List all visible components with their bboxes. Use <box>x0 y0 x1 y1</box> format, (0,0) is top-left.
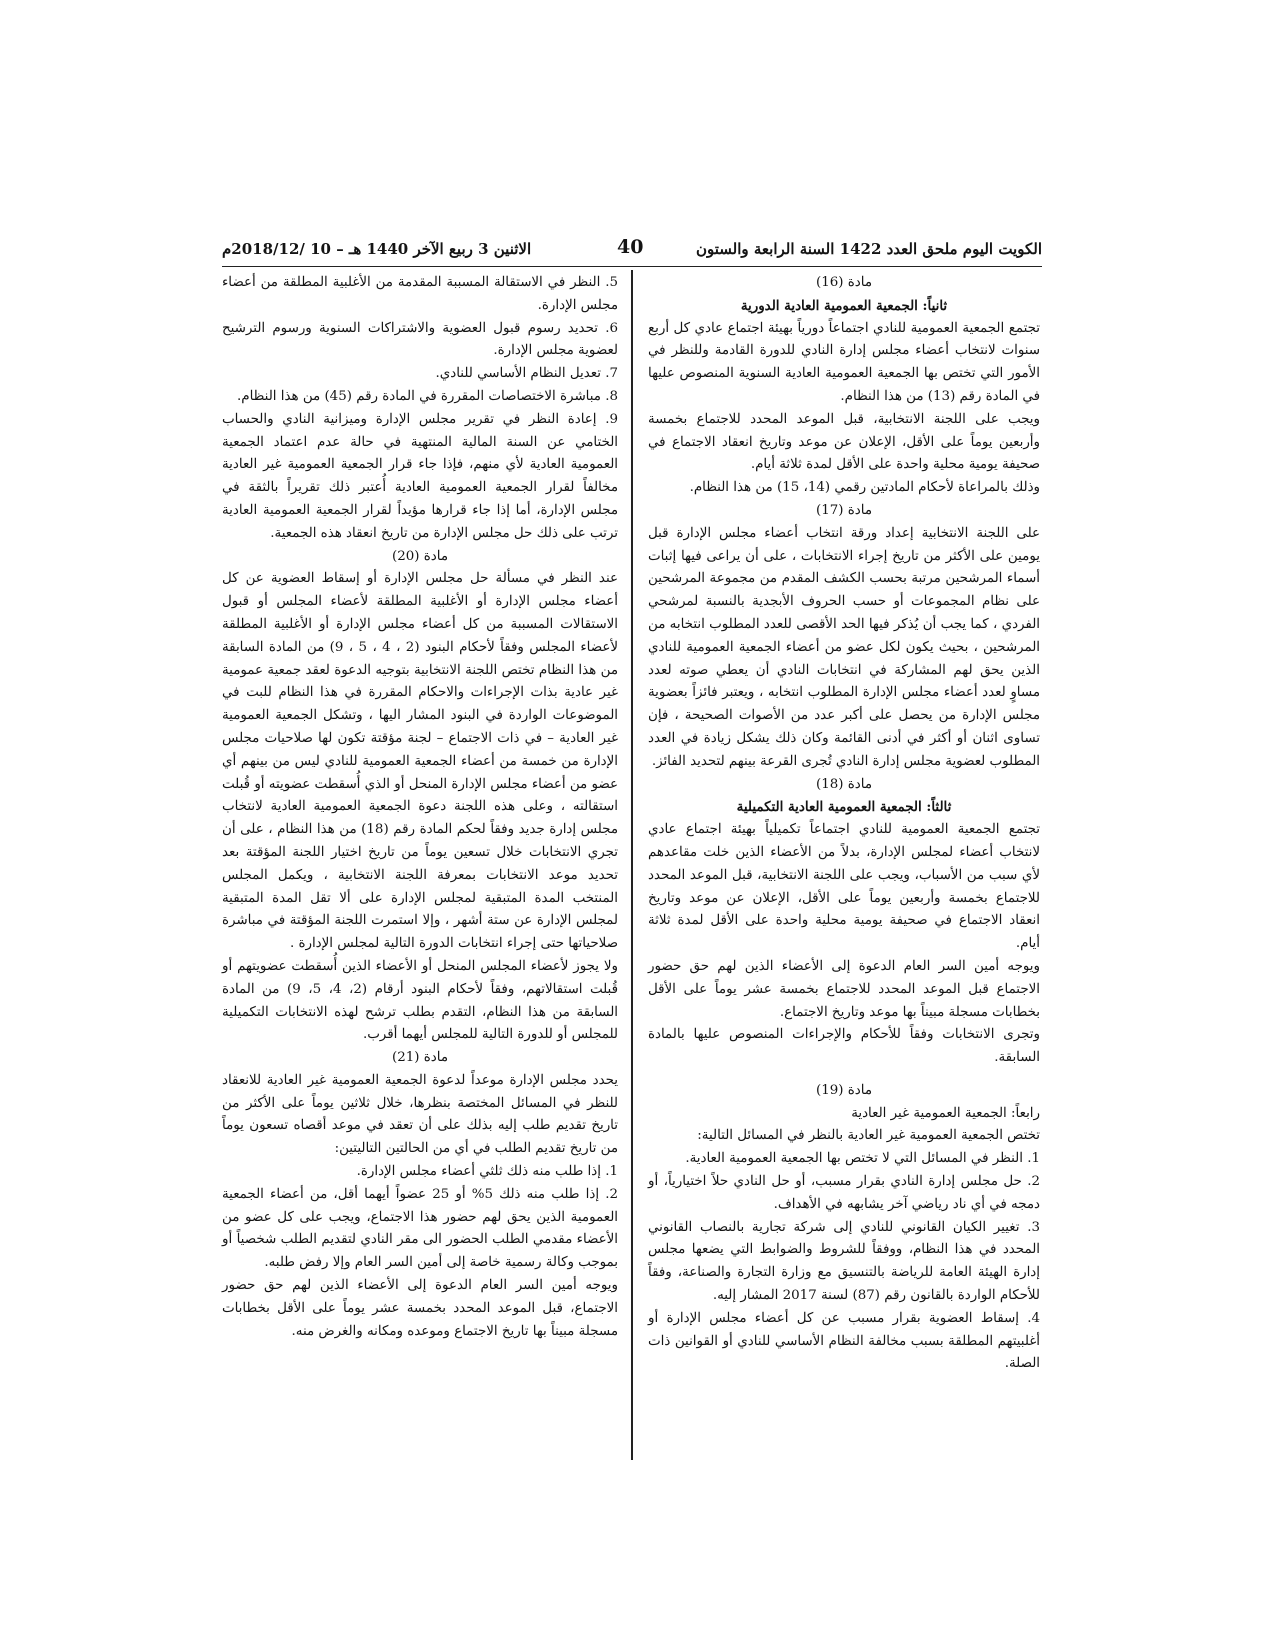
paragraph: عند النظر في مسألة حل مجلس الإدارة أو إسقاط العضوية عن كل أعضاء مجلس الإدارة أو الأغلبية المطلقة لأعضاء المجلس أو قبول الاستقالات المسببة من كل أعضاء مجلس الإدارة أو الأغلبية المطلقة لأعضاء المجلس وفقاً لأحكام البنود (2 ، 4 ، 5 ، 9) من المادة السابقة من هذا النظام تختص اللجنة الانتخابية بتوجيه الدعوة لعقد جمعية عمومية غير عادية بذات الإجراءات والاحكام المقررة في هذا النظام للبت في الموضوعات الواردة في البنود المشار اليها ، وتشكل الجمعية العمومية غير العادية – في ذات الاجتماع – لجنة مؤقتة تكون لها صلاحيات مجلس الإدارة من خمسة من أعضاء الجمعية العمومية للنادي ليس من بينهم أي عضو من أعضاء مجلس الإدارة المنحل أو الذي أُسقطت عضويته أو قُبلت استقالته ، وعلى هذه اللجنة دعوة الجمعية العمومية العادية لانتخاب مجلس إدارة جديد وفقاً لحكم المادة رقم (18) من هذا النظام ، على أن تجري الانتخابات خلال تسعين يوماً من تاريخ اختيار اللجنة المؤقتة بعد تحديد موعد الانتخابات بمعرفة اللجنة الانتخابية ، ويكمل المجلس المنتخب المدة المتبقية لمجلس الإدارة على ألا تقل المدة المتبقية لمجلس الإدارة عن ستة أشهر ، وإلا استمرت اللجنة المؤقتة في مباشرة صلاحياتها حتى إجراء انتخابات الدورة التالية لمجلس الإدارة . <box>222 571 618 952</box>
paragraph: على اللجنة الانتخابية إعداد ورقة انتخاب أعضاء مجلس الإدارة قبل يومين على الأكثر من تاريخ إجراء الانتخابات ، على أن يراعى فيها إثبات أسماء المرشحين مرتبة بحسب الكشف المقدم من مجموعة المرشحين على نظام المجموعات أو حسب الحروف الأبجدية بالنسبة لمرشحي الفردي ، كما يجب أن يُذكر فيها الحد الأقصى للعدد المطلوب انتخابه من المرشحين ، بحيث يكون لكل عضو من أعضاء الجمعية العمومية للنادي الذين يحق لهم المشاركة في انتخابات النادي أن يعطي صوته لعدد مساوٍ لعدد أعضاء مجلس الإدارة المطلوب انتخابه ، ويعتبر فائزاً بعضوية مجلس الإدارة من يحصل على أكبر عدد من الأصوات الصحيحة ، فإن تساوى اثنان أو أكثر في أدنى القائمة وكان ذلك يشكل زيادة في العدد المطلوب لعضوية مجلس إدارة النادي تُجرى القرعة بينهم لتحديد الفائز. <box>648 525 1040 769</box>
paragraph: يحدد مجلس الإدارة موعداً لدعوة الجمعية العمومية غير العادية للانعقاد للنظر في المسائل المختصة بنظرها، خلال ثلاثين يوماً على الأكثر من تاريخ تقديم طلب إليه بذلك على أن تعقد في موعد أقصاه تسعون يوماً من تاريخ تقديم الطلب في أي من الحالتين التاليتين: <box>222 1072 618 1157</box>
page-number: 40 <box>617 236 644 258</box>
header-date: الاثنين 3 ربيع الآخر 1440 هـ – 10 /2018/12م <box>222 240 532 258</box>
paragraph: 4. إسقاط العضوية بقرار مسبب عن كل أعضاء مجلس الإدارة أو أغلبيتهم المطلقة بسبب مخالفة النظام الأساسي للنادي أو القوانين ذات الصلة. <box>648 1310 1040 1372</box>
paragraph: وتجرى الانتخابات وفقاً للأحكام والإجراءات المنصوص عليها بالمادة السابقة. <box>648 1027 1040 1066</box>
article-number: مادة (17) <box>816 502 872 518</box>
page-header <box>222 236 1042 267</box>
column-divider <box>631 270 633 1460</box>
spacer <box>648 1070 1040 1080</box>
paragraph: ولا يجوز لأعضاء المجلس المنحل أو الأعضاء الذين أُسقطت عضويتهم أو قُبلت استقالاتهم، وفقاً لأحكام البنود أرقام (2، 4، 5، 9) من المادة السابقة من هذا النظام، التقدم بطلب ترشح لهذه الانتخابات التكميلية للمجلس أو للدورة التالية للمجلس أيهما أقرب. <box>222 958 618 1043</box>
paragraph: 2. حل مجلس إدارة النادي بقرار مسبب، أو حل النادي حلاً اختيارياً، أو دمجه في أي ناد رياضي آخر يشابهه في الأهداف. <box>648 1174 1040 1212</box>
paragraph: 1. النظر في المسائل التي لا تختص بها الجمعية العمومية العادية. <box>685 1151 1040 1167</box>
paragraph: 9. إعادة النظر في تقرير مجلس الإدارة وميزانية النادي والحساب الختامي عن السنة المالية المنتهية في حالة عدم اعتماد الجمعية العمومية العادية لأي منهم، فإذا جاء قرار الجمعية العمومية غير العادية مخالفاً لقرار الجمعية العمومية العادية أُعتبر ذلك تقريراً بالثقة في مجلس الإدارة، أما إذا جاء قرارها مؤيداً لقرار الجمعية العمومية العادية ترتب على ذلك حل مجلس الإدارة من تاريخ انعقاد هذه الجمعية. <box>222 411 618 541</box>
paragraph: تجتمع الجمعية العمومية للنادي اجتماعاً تكميلياً بهيئة اجتماع عادي لانتخاب أعضاء لمجلس الإدارة، بدلاً من الأعضاء الذين خلت مقاعدهم لأي سبب من الأسباب، ويجب على اللجنة الانتخابية، قبل الموعد المحدد للاجتماع بخمسة وأربعين يوماً على الأقل، الإعلان عن موعد وتاريخ انعقاد الاجتماع في صحيفة يومية محلية واحدة على الأقل لمدة ثلاثة أيام. <box>648 822 1040 952</box>
paragraph: ويوجه أمين السر العام الدعوة إلى الأعضاء الذين لهم حق حضور الاجتماع قبل الموعد المحدد للاجتماع بخمسة عشر يوماً على الأقل بخطابات مسجلة مبيناً بها موعد وتاريخ الاجتماع. <box>648 958 1040 1020</box>
paragraph: 1. إذا طلب منه ذلك ثلثي أعضاء مجلس الإدارة. <box>356 1164 618 1180</box>
paragraph: 3. تغيير الكيان القانوني للنادي إلى شركة تجارية بالنصاب القانوني المحدد في هذا النظام، ووفقاً للشروط والضوابط التي يضعها مجلس إدارة الهيئة العامة للرياضة بالتنسيق مع وزارة التجارة والصناعة، وفقاً للأحكام الواردة بالقانون رقم (87) لسنة 2017 المشار إليه. <box>648 1219 1040 1304</box>
paragraph: 6. تحديد رسوم قبول العضوية والاشتراكات السنوية ورسوم الترشيح لعضوية مجلس الإدارة. <box>222 320 618 359</box>
paragraph: تجتمع الجمعية العمومية للنادي اجتماعاً دورياً بهيئة اجتماع عادي كل أربع سنوات لانتخاب أعضاء مجلس إدارة النادي للدورة القادمة وللنظر في الأمور التي تختص بها الجمعية العمومية العادية السنوية المنصوص عليها في المادة رقم (13) من هذا النظام. <box>648 320 1040 404</box>
paragraph: 2. إذا طلب منه ذلك 5% أو 25 عضواً أيهما أقل، من أعضاء الجمعية العمومية الذين يحق لهم حضور هذا الاجتماع، ويجب على كل عضو من الأعضاء مقدمي الطلب الحضور الى مقر النادي لتقديم الطلب شخصياً أو بموجب وكالة رسمية خاصة إلى أمين السر العام وإلا رفض طلبه. <box>222 1186 618 1271</box>
paragraph: تختص الجمعية العمومية غير العادية بالنظر في المسائل التالية: <box>697 1128 1040 1144</box>
section-heading: ثانياً: الجمعية العمومية العادية الدورية <box>740 297 948 314</box>
paragraph: رابعاً: الجمعية العمومية غير العادية <box>851 1105 1040 1121</box>
article-number: مادة (21) <box>392 1050 448 1066</box>
left-column <box>222 272 618 1343</box>
section-heading: ثالثاً: الجمعية العمومية العادية التكميلية <box>736 799 952 816</box>
paragraph: وذلك بالمراعاة لأحكام المادتين رقمي (14، 15) من هذا النظام. <box>689 480 1040 496</box>
paragraph: 5. النظر في الاستقالة المسببة المقدمة من الأغلبية المطلقة من أعضاء مجلس الإدارة. <box>222 275 618 313</box>
header-publication: الكويت اليوم ملحق العدد 1422 السنة الرابعة والستون <box>696 240 1042 258</box>
paragraph: ويوجه أمين السر العام الدعوة إلى الأعضاء الذين لهم حق حضور الاجتماع، قبل الموعد المحدد بخمسة عشر يوماً على الأقل بخطابات مسجلة مبيناً بها تاريخ الاجتماع وموعده ومكانه والغرض منه. <box>222 1278 618 1339</box>
right-column <box>648 272 1040 1376</box>
paragraph: 8. مباشرة الاختصاصات المقررة في المادة رقم (45) من هذا النظام. <box>237 388 618 404</box>
article-number: مادة (19) <box>816 1082 872 1098</box>
paragraph: ويجب على اللجنة الانتخابية، قبل الموعد المحدد للاجتماع بخمسة وأربعين يوماً على الأقل، الإعلان عن موعد وتاريخ انعقاد الاجتماع في صحيفة يومية محلية واحدة على الأقل لمدة ثلاثة أيام. <box>648 411 1040 473</box>
article-number: مادة (20) <box>392 548 448 564</box>
paragraph: 7. تعديل النظام الأساسي للنادي. <box>435 366 618 382</box>
article-number: مادة (18) <box>816 776 872 792</box>
article-number: مادة (16) <box>816 275 872 290</box>
